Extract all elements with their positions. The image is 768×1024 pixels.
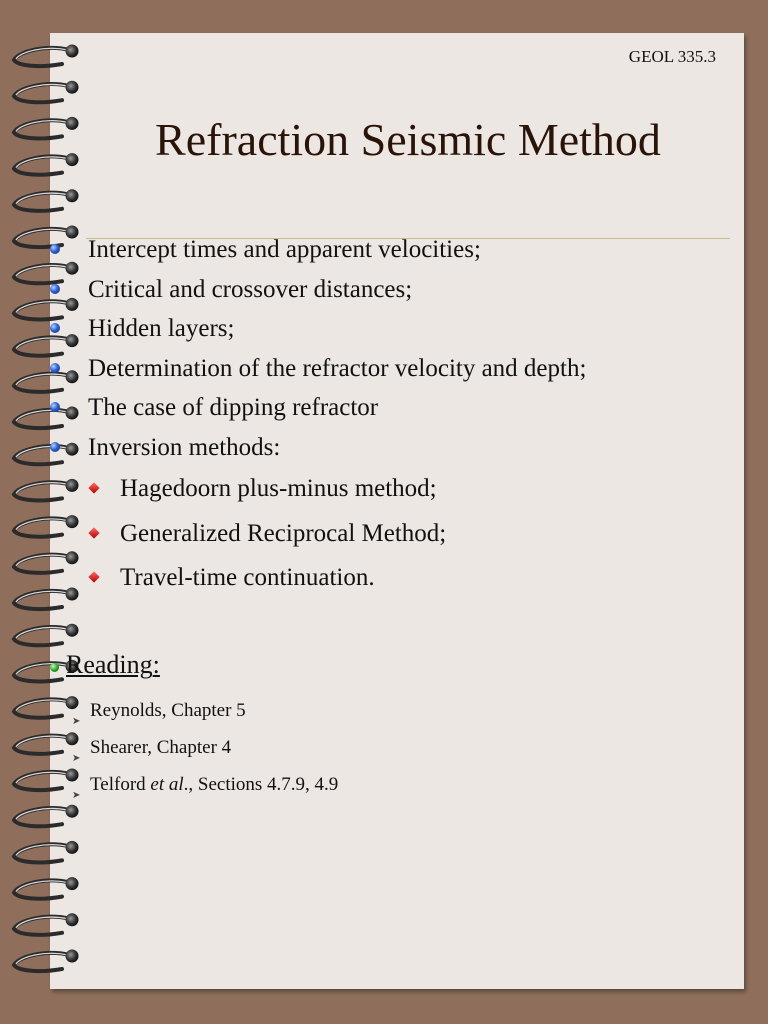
blue-sphere-bullet-icon [50,244,60,254]
spiral-ring-icon [14,805,79,827]
bullet-text: Intercept times and apparent velocities; [88,236,481,263]
spiral-ring-icon [14,769,79,791]
bullet-item [50,270,690,310]
spiral-ring-icon [14,732,79,754]
spiral-ring-icon [14,950,79,972]
blue-sphere-bullet-icon [50,323,60,333]
sub-bullet-text: Travel-time continuation. [120,564,375,591]
bullet-text: Hidden layers; [88,315,235,342]
reading-list [72,692,338,803]
bullet-text: Inversion methods: [88,433,281,461]
arrowhead-bullet-icon: ➤ [72,790,81,801]
bullet-text: Critical and crossover distances; [88,275,413,303]
sub-bullet-item [88,512,690,557]
reading-text-pre: Telford [90,774,151,795]
reading-heading [50,650,160,680]
sub-bullet-list [88,467,690,601]
reading-item [72,692,338,729]
spiral-ring-icon [14,153,79,175]
slide-title: Refraction Seismic Method [155,114,661,165]
red-diamond-bullet-icon [88,571,99,582]
arrowhead-bullet-icon: ➤ [72,716,81,727]
bullet-item [50,428,690,601]
red-diamond-bullet-icon [88,482,99,493]
spiral-ring-icon [14,81,79,103]
reading-item [72,766,338,803]
sub-bullet-text: Generalized Reciprocal Method; [120,519,447,547]
spiral-ring-icon [14,45,79,67]
reading-text: Reynolds, Chapter 5 [90,700,246,721]
spiral-ring-icon [14,189,79,211]
green-sphere-bullet-icon [50,663,59,672]
bullet-item [50,230,690,270]
bullet-item [50,309,690,349]
reading-text-italic: et al [150,774,184,795]
red-diamond-bullet-icon [88,527,99,538]
spiral-ring-icon [14,877,79,899]
blue-sphere-bullet-icon [50,402,60,412]
arrowhead-bullet-icon: ➤ [72,753,81,764]
reading-item [72,729,338,766]
main-bullet-list [50,230,690,601]
sub-bullet-text: Hagedoorn plus-minus method; [120,475,437,502]
spiral-ring-icon [14,624,79,646]
spiral-ring-icon [14,117,79,139]
bullet-text: The case of dipping refractor [88,394,379,421]
spiral-ring-icon [14,841,79,863]
course-code: GEOL 335.3 [628,47,716,66]
reading-text: Shearer, Chapter 4 [90,737,232,758]
bullet-text: Determination of the refractor velocity and depth; [88,354,587,382]
blue-sphere-bullet-icon [50,363,60,373]
blue-sphere-bullet-icon [50,442,60,452]
bullet-item [50,349,690,389]
spiral-ring-icon [14,696,79,718]
reading-colon: : [152,650,160,679]
blue-sphere-bullet-icon [50,284,60,294]
bullet-item [50,388,690,428]
reading-text-post: ., Sections 4.7.9, 4.9 [183,774,339,795]
reading-label: Reading [66,650,153,679]
sub-bullet-item [88,467,690,512]
sub-bullet-item [88,556,690,601]
spiral-ring-icon [14,913,79,935]
